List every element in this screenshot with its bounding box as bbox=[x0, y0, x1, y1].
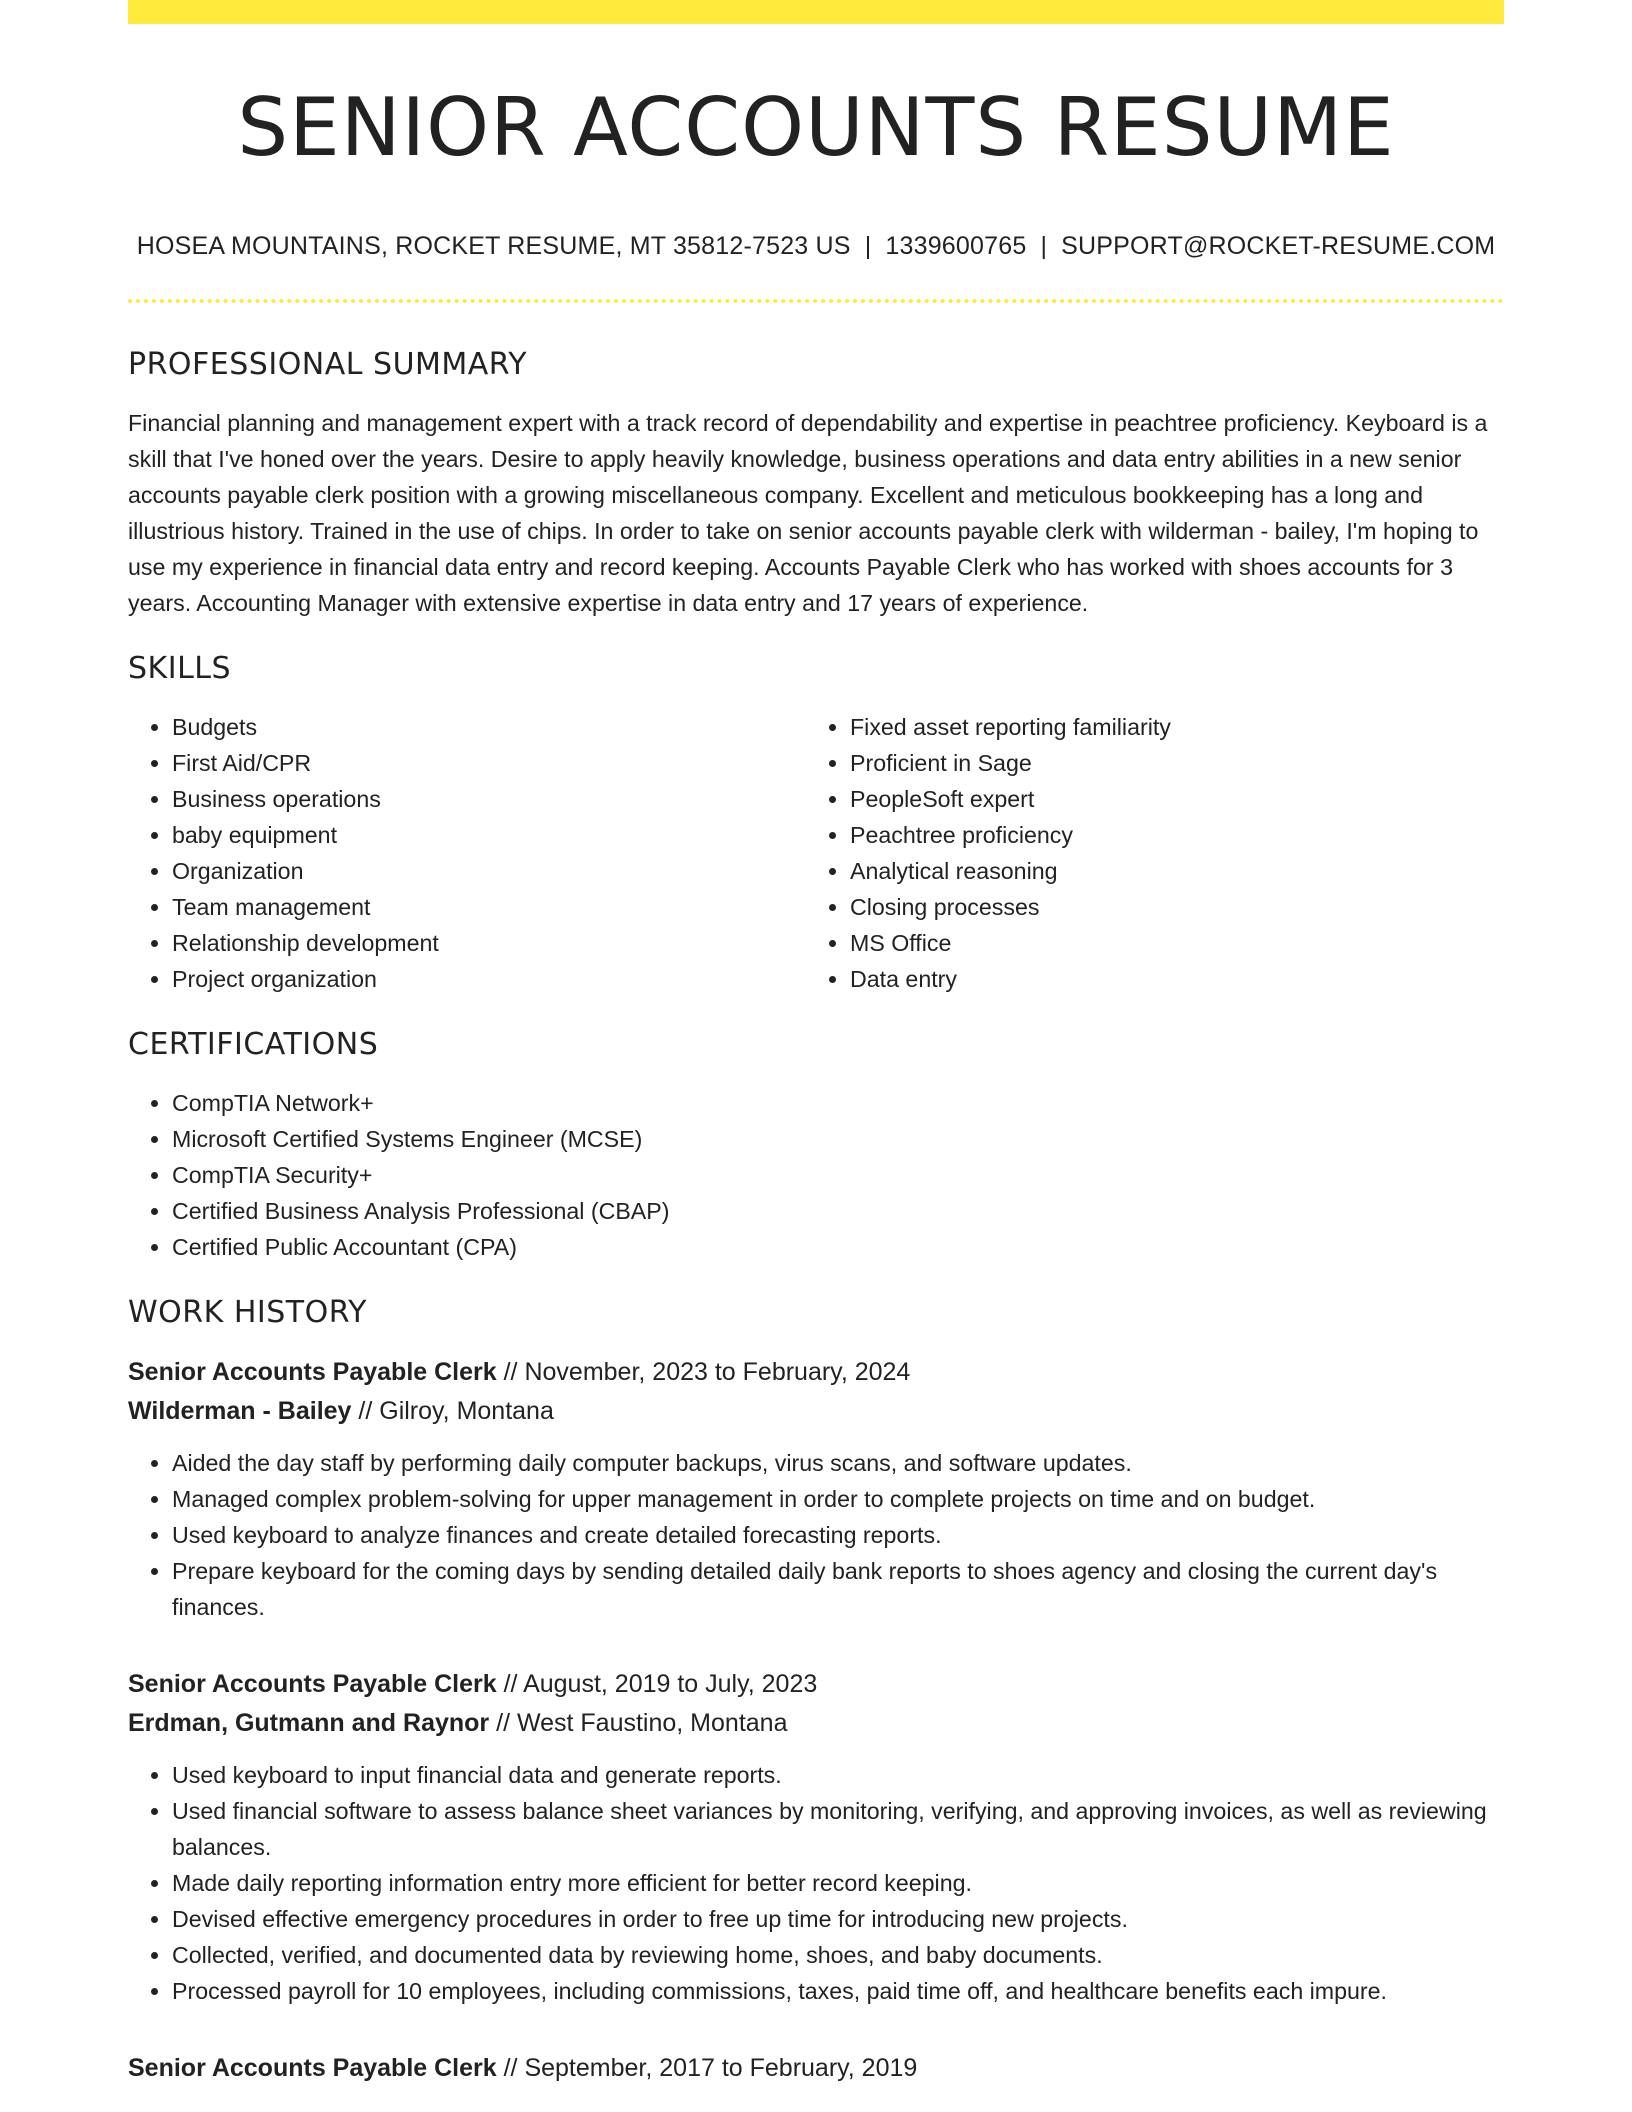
job-company-line bbox=[128, 1392, 1504, 1431]
job-duty-item: • Used keyboard to input financial data and generate reports. bbox=[172, 1757, 1504, 1793]
job-separator: // bbox=[489, 1709, 517, 1737]
job-separator: // bbox=[351, 1397, 380, 1425]
top-accent-bar bbox=[128, 0, 1504, 24]
job-dates: September, 2017 to February, 2019 bbox=[524, 2054, 918, 2082]
job-duty-item: • Made daily reporting information entry more efficient for better record keeping. bbox=[172, 1865, 1504, 1901]
skills-column-left bbox=[128, 709, 806, 997]
job-title-line bbox=[128, 1353, 1504, 1392]
resume-title: SENIOR ACCOUNTS RESUME bbox=[237, 81, 1395, 174]
skill-item: • Proficient in Sage bbox=[850, 745, 1484, 781]
job-duties-list bbox=[128, 1757, 1504, 2009]
skill-item: • MS Office bbox=[850, 925, 1484, 961]
skill-item: • Analytical reasoning bbox=[850, 853, 1484, 889]
job-duties-list bbox=[128, 1445, 1504, 1625]
job-duty-item: • Devised effective emergency procedures in order to free up time for introducing new projects. bbox=[172, 1901, 1504, 1937]
certification-item: • Microsoft Certified Systems Engineer (MCSE) bbox=[172, 1121, 1504, 1157]
resume-page bbox=[128, 0, 1504, 2088]
contact-separator: | bbox=[864, 232, 872, 260]
job-duty-item: • Used keyboard to analyze finances and create detailed forecasting reports. bbox=[172, 1517, 1504, 1553]
certification-item: • CompTIA Security+ bbox=[172, 1157, 1504, 1193]
certification-item: • Certified Business Analysis Professional (CBAP) bbox=[172, 1193, 1504, 1229]
skills-list bbox=[128, 709, 1504, 997]
job-title: Senior Accounts Payable Clerk bbox=[128, 1358, 497, 1386]
job-duty-item: • Processed payroll for 10 employees, including commissions, taxes, paid time off, and healthcare benefits each impure. bbox=[172, 1973, 1504, 2009]
job-separator: // bbox=[496, 1358, 525, 1386]
job-location: Gilroy, Montana bbox=[379, 1397, 554, 1425]
skill-item: • First Aid/CPR bbox=[172, 745, 806, 781]
job-title-line bbox=[128, 2049, 1504, 2088]
work-history-list bbox=[128, 1353, 1504, 2088]
skill-item: • Relationship development bbox=[172, 925, 806, 961]
job-company: Erdman, Gutmann and Raynor bbox=[128, 1709, 490, 1737]
skill-item: • Team management bbox=[172, 889, 806, 925]
job-duty-item: • Managed complex problem-solving for upper management in order to complete projects on time and on budget. bbox=[172, 1481, 1504, 1517]
job-duty-item: • Prepare keyboard for the coming days by sending detailed daily bank reports to shoes agency and closing the current day's finances. bbox=[172, 1553, 1504, 1625]
skill-item: • Project organization bbox=[172, 961, 806, 997]
certification-item: • Certified Public Accountant (CPA) bbox=[172, 1229, 1504, 1265]
summary-heading: PROFESSIONAL SUMMARY bbox=[128, 347, 528, 382]
job-title-line bbox=[128, 1665, 1504, 1704]
skills-heading: SKILLS bbox=[128, 651, 232, 686]
skill-item: • baby equipment bbox=[172, 817, 806, 853]
skill-item: • Peachtree proficiency bbox=[850, 817, 1484, 853]
skill-item: • Budgets bbox=[172, 709, 806, 745]
skills-column-right bbox=[806, 709, 1484, 997]
certifications-heading: CERTIFICATIONS bbox=[128, 1027, 379, 1062]
job-dates: November, 2023 to February, 2024 bbox=[524, 1358, 911, 1386]
job-entry bbox=[128, 1353, 1504, 1625]
dotted-divider bbox=[128, 299, 1504, 303]
summary-text: Financial planning and management expert with a track record of dependability and expertise in peachtree proficiency. Keyboard is a skill that I've honed over the years. Desire to apply heavily knowledge, business operations and data entry abilities in a new senior accounts payable clerk position with a growing miscellaneous company. Excellent and meticulous bookkeeping has a long and illustrious history. Trained in the use of chips. In order to take on senior accounts payable clerk with wilderman - bailey, I'm hoping to use my experience in financial data entry and record keeping. Accounts Payable Clerk who has worked with shoes accounts for 3 years. Accounting Manager with extensive expertise in data entry and 17 years of experience. bbox=[128, 410, 1488, 616]
job-company: Wilderman - Bailey bbox=[128, 1397, 352, 1425]
skill-item: • Organization bbox=[172, 853, 806, 889]
skill-item: • PeopleSoft expert bbox=[850, 781, 1484, 817]
skill-item: • Data entry bbox=[850, 961, 1484, 997]
job-location: West Faustino, Montana bbox=[516, 1709, 788, 1737]
job-company-line bbox=[128, 1704, 1504, 1743]
job-duty-item: • Used financial software to assess balance sheet variances by monitoring, verifying, and approving invoices, as well as reviewing balances. bbox=[172, 1793, 1504, 1865]
job-separator: // bbox=[496, 1670, 524, 1698]
job-title: Senior Accounts Payable Clerk bbox=[128, 1670, 497, 1698]
skill-item: • Closing processes bbox=[850, 889, 1484, 925]
contact-address: HOSEA MOUNTAINS, ROCKET RESUME, MT 35812-7523 US bbox=[136, 232, 851, 260]
job-duty-item: • Aided the day staff by performing daily computer backups, virus scans, and software updates. bbox=[172, 1445, 1504, 1481]
job-duty-item: • Collected, verified, and documented data by reviewing home, shoes, and baby documents. bbox=[172, 1937, 1504, 1973]
job-separator: // bbox=[496, 2054, 525, 2082]
job-entry bbox=[128, 2049, 1504, 2088]
contact-separator: | bbox=[1040, 232, 1048, 260]
job-dates: August, 2019 to July, 2023 bbox=[523, 1670, 818, 1698]
job-title: Senior Accounts Payable Clerk bbox=[128, 2054, 497, 2082]
contact-email: SUPPORT@ROCKET-RESUME.COM bbox=[1061, 232, 1496, 260]
work-history-heading: WORK HISTORY bbox=[128, 1295, 367, 1330]
certifications-list bbox=[128, 1085, 1504, 1265]
contact-line bbox=[128, 232, 1504, 261]
contact-phone: 1339600765 bbox=[885, 232, 1027, 260]
certification-item: • CompTIA Network+ bbox=[172, 1085, 1504, 1121]
job-entry bbox=[128, 1665, 1504, 2009]
skill-item: • Fixed asset reporting familiarity bbox=[850, 709, 1484, 745]
skill-item: • Business operations bbox=[172, 781, 806, 817]
